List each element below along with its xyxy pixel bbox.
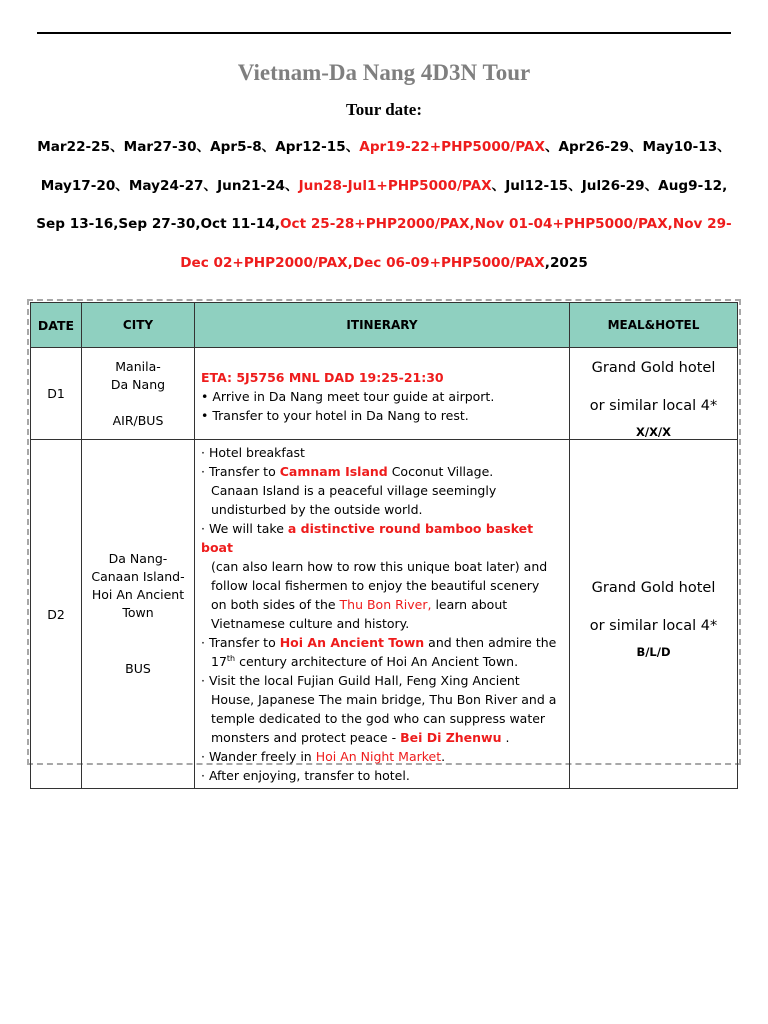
header-meal-hotel: MEAL&HOTEL (570, 303, 738, 348)
highlight-place: Camnam Island (279, 464, 388, 479)
meal-hotel-cell (570, 348, 738, 440)
itinerary-line: follow local fishermen to enjoy the beautiful scenery (211, 578, 540, 593)
table-header-row (31, 303, 738, 348)
itinerary-line: · We will take a distinctive round bamboo basket boat (201, 521, 534, 555)
highlight-activity: a distinctive round bamboo basket boat (201, 521, 534, 555)
itinerary-line: undisturbed by the outside world. (211, 502, 423, 517)
meal-code: B/L/D (636, 645, 671, 659)
itinerary-table-frame (27, 299, 741, 783)
highlight-place: Hoi An Night Market (315, 749, 442, 764)
itinerary-line: · Hotel breakfast (201, 445, 305, 460)
city-cell (82, 440, 195, 789)
itinerary-cell (195, 440, 570, 789)
header-itinerary: ITINERARY (195, 303, 570, 348)
itinerary-line: (can also learn how to row this unique boat later) and (211, 559, 548, 574)
dates-seg: ,2025 (544, 254, 588, 271)
itinerary-line: · Transfer to Hoi An Ancient Town and then admire the (201, 635, 557, 650)
itinerary-line: on both sides of the Thu Bon River, learn about (211, 597, 508, 612)
city-line: Da Nang- (108, 551, 168, 566)
flight-eta: ETA: 5J5756 MNL DAD 19:25-21:30 (201, 369, 444, 385)
itinerary-line: monsters and protect peace - Bei Di Zhenwu . (211, 730, 510, 745)
hotel-name: Grand Gold hotel (591, 359, 716, 376)
itinerary-line: Vietnamese culture and history. (211, 616, 410, 631)
transport-label: AIR/BUS (112, 412, 164, 428)
city-cell (82, 348, 195, 440)
dates-seg: 、Jul12-15、Jul26-29、Aug9-12, Sep 13-16,Sep 27-30,Oct 11-14, (36, 177, 728, 232)
transport-label: BUS (125, 661, 151, 676)
dates-seg-surcharge: Jun28-Jul1+PHP5000/PAX (298, 177, 492, 194)
meal-code: X/X/X (636, 424, 671, 439)
city-line: Town (122, 605, 154, 620)
header-date: DATE (31, 303, 82, 348)
itinerary-line: · Visit the local Fujian Guild Hall, Feng Xing Ancient (201, 673, 520, 688)
city-line: Manila- (115, 358, 161, 374)
table-row-d2 (31, 440, 738, 789)
itinerary-line: House, Japanese The main bridge, Thu Bon River and a (211, 692, 557, 707)
hotel-class: or similar local 4* (589, 397, 718, 414)
city-line: Da Nang (110, 376, 166, 392)
highlight-place: Thu Bon River, (339, 597, 432, 612)
itinerary-line: • Transfer to your hotel in Da Nang to rest. (201, 407, 469, 423)
city-line: Hoi An Ancient (91, 587, 185, 602)
city-line: Canaan Island- (91, 569, 185, 584)
hotel-class: or similar local 4* (589, 618, 718, 634)
itinerary-line: Canaan Island is a peaceful village seemingly (211, 483, 497, 498)
itinerary-cell (195, 348, 570, 440)
day-cell: D2 (31, 440, 82, 789)
header-city: CITY (82, 303, 195, 348)
dates-seg: Mar22-25、Mar27-30、Apr5-8、Apr12-15、 (37, 139, 360, 155)
itinerary-table (30, 302, 738, 789)
highlight-place: Hoi An Ancient Town (279, 635, 425, 650)
tour-date-heading: Tour date: (345, 100, 423, 119)
itinerary-line: · After enjoying, transfer to hotel. (201, 768, 410, 783)
dates-seg-surcharge: Apr19-22+PHP5000/PAX (359, 139, 545, 155)
itinerary-line: · Wander freely in Hoi An Night Market. (201, 749, 446, 764)
dates-seg: 、Apr26-29、May10-13、May17-20、May24-27、Jun21-24、 (40, 139, 731, 194)
itinerary-line: 17th century architecture of Hoi An Ancient Town. (211, 653, 519, 669)
page-title: Vietnam-Da Nang 4D3N Tour (237, 60, 531, 85)
table-row-d1 (31, 348, 738, 440)
tour-dates (34, 128, 734, 282)
top-rule (37, 32, 731, 34)
itinerary-line: temple dedicated to the god who can suppress water (211, 711, 546, 726)
hotel-name: Grand Gold hotel (591, 580, 716, 596)
day-cell: D1 (31, 348, 82, 440)
itinerary-line: · Transfer to Camnam Island Coconut Village. (201, 464, 494, 479)
highlight-place: Bei Di Zhenwu (400, 730, 502, 745)
meal-hotel-cell (570, 440, 738, 789)
itinerary-line: • Arrive in Da Nang meet tour guide at airport. (201, 388, 495, 404)
dates-seg-surcharge: Oct 25-28+PHP2000/PAX,Nov 01-04+PHP5000/PAX,Nov 29-Dec 02+PHP2000/PAX,Dec 06-09+PHP5000/PAX (180, 216, 732, 271)
